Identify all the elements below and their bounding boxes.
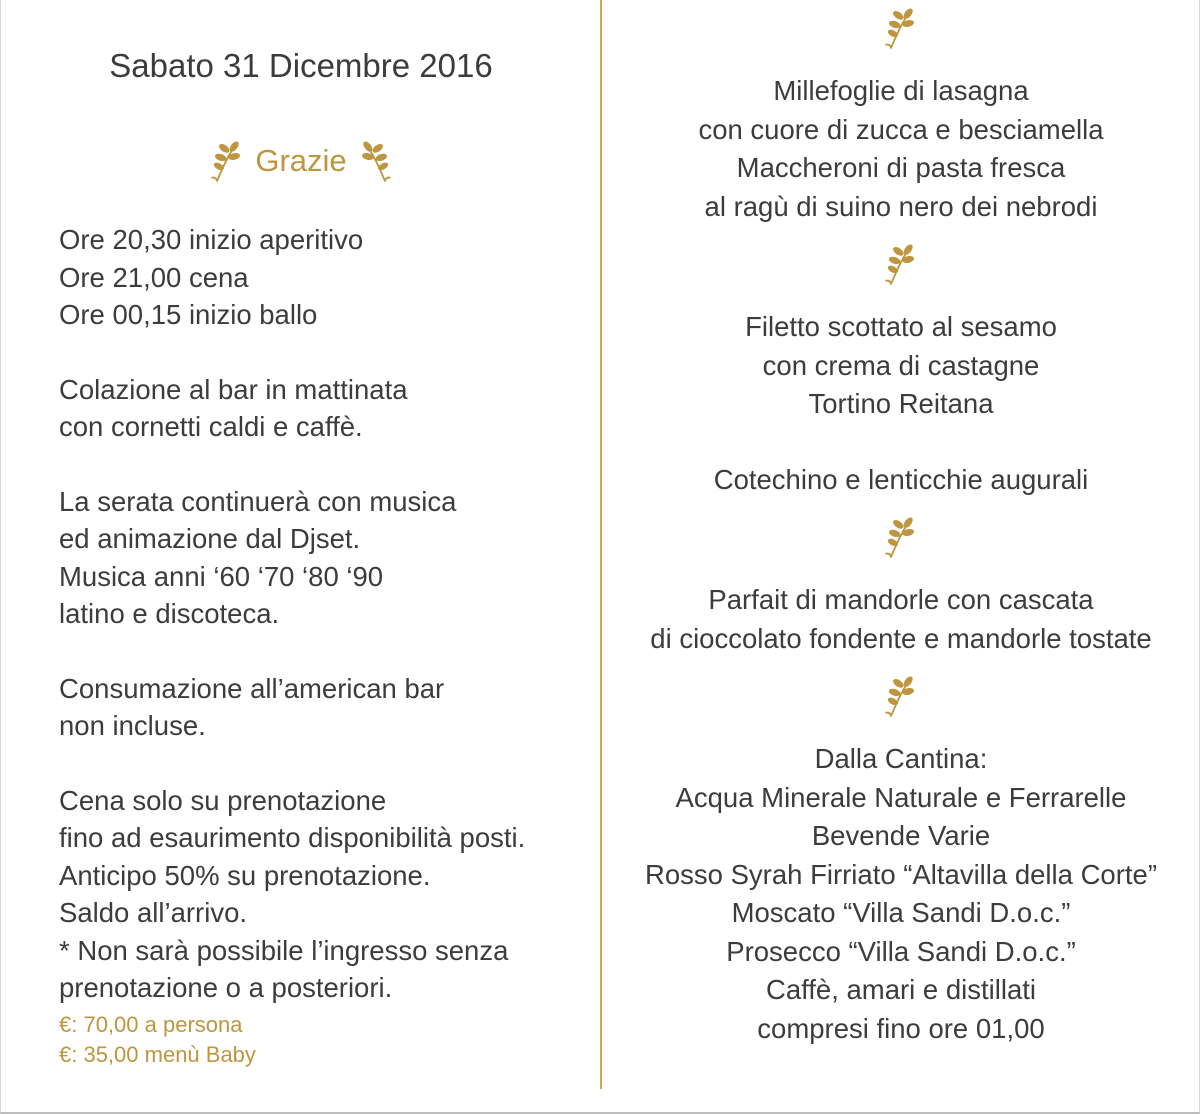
leaf-sprig-icon [209, 139, 245, 183]
thanks-label: Grazie [255, 143, 347, 178]
menu-line: Bevende Varie [811, 820, 991, 851]
menu-line: Filetto scottato al sesamo [745, 311, 1057, 342]
paragraph [59, 782, 601, 1007]
paragraph-line: latino e discoteca. [59, 598, 280, 629]
paragraph [59, 371, 601, 446]
thanks-heading [1, 139, 601, 183]
menu-line: Acqua Minerale Naturale e Ferrarelle [675, 781, 1127, 813]
page-title: Sabato 31 Dicembre 2016 [109, 47, 493, 84]
paragraph-line: non incluse. [59, 710, 206, 741]
leaf-sprig-icon [357, 139, 393, 183]
menu-line: Dalla Cantina: [814, 743, 988, 774]
menu-line: Cotechino e lenticchie augurali [713, 463, 1089, 495]
paragraph-line: Anticipo 50% su prenotazione. [59, 859, 431, 891]
paragraph [59, 670, 601, 745]
paragraph-line: Consumazione all’american bar [59, 672, 445, 704]
price-list [59, 1010, 601, 1070]
menu-line: di cioccolato fondente e mandorle tostate [650, 622, 1152, 654]
menu-line: Prosecco “Villa Sandi D.o.c.” [726, 935, 1076, 967]
paragraph-line: Cena solo su prenotazione [59, 784, 387, 816]
leaf-sprig-icon [883, 6, 919, 50]
menu-line: Caffè, amari e distillati [765, 974, 1037, 1005]
section-ornament [882, 515, 920, 559]
menu-line: con crema di castagne [762, 349, 1040, 381]
info-paragraphs [59, 221, 601, 1007]
menu-line: Millefoglie di lasagna [773, 75, 1029, 106]
paragraph-line: Ore 00,15 inizio ballo [59, 299, 318, 330]
price-line: €: 35,00 menù Baby [59, 1041, 256, 1067]
paragraph-line: Ore 21,00 cena [59, 261, 249, 293]
section-ornament [882, 6, 920, 50]
paragraph-line: Ore 20,30 inizio aperitivo [59, 224, 364, 255]
menu-section [602, 308, 1200, 424]
menu-line: compresi fino ore 01,00 [757, 1012, 1045, 1044]
paragraph-line: fino ad esaurimento disponibilità posti. [59, 822, 526, 853]
menu-section [602, 581, 1200, 658]
menu-column [602, 0, 1200, 1048]
menu-section [602, 72, 1200, 226]
menu-line: Maccheroni di pasta fresca [736, 152, 1066, 183]
paragraph-line: con cornetti caldi e caffè. [59, 411, 363, 442]
menu-line: con cuore di zucca e besciamella [698, 113, 1104, 145]
paragraph-line: Musica anni ‘60 ‘70 ‘80 ‘90 [59, 560, 384, 592]
menu-line: Moscato “Villa Sandi D.o.c.” [731, 897, 1071, 928]
paragraph [59, 483, 601, 633]
leaf-sprig-icon [883, 242, 919, 286]
leaf-sprig-icon [883, 674, 919, 718]
menu-line: Parfait di mandorle con cascata [708, 584, 1094, 615]
leaf-sprig-icon [883, 515, 919, 559]
paragraph [59, 221, 601, 334]
paragraph-line: prenotazione o a posteriori. [59, 972, 393, 1003]
paragraph-line: ed animazione dal Djset. [59, 523, 361, 554]
price-line: €: 70,00 a persona [59, 1011, 243, 1037]
left-column [1, 0, 601, 1070]
paragraph-line: Saldo all’arrivo. [59, 897, 248, 928]
section-ornament [882, 242, 920, 286]
paragraph-line: La serata continuerà con musica [59, 485, 457, 517]
menu-line: Rosso Syrah Firriato “Altavilla della Corte” [645, 858, 1157, 890]
menu-section [602, 461, 1200, 500]
menu-line: Tortino Reitana [808, 388, 994, 419]
paragraph-line: Colazione al bar in mattinata [59, 373, 408, 405]
paragraph-line: * Non sarà possibile l’ingresso senza [59, 934, 509, 966]
leaf-ornament-left [209, 139, 245, 183]
menu-line: al ragù di suino nero dei nebrodi [704, 190, 1098, 222]
section-ornament [882, 674, 920, 718]
leaf-ornament-right [357, 139, 393, 183]
menu-section [602, 740, 1200, 1048]
